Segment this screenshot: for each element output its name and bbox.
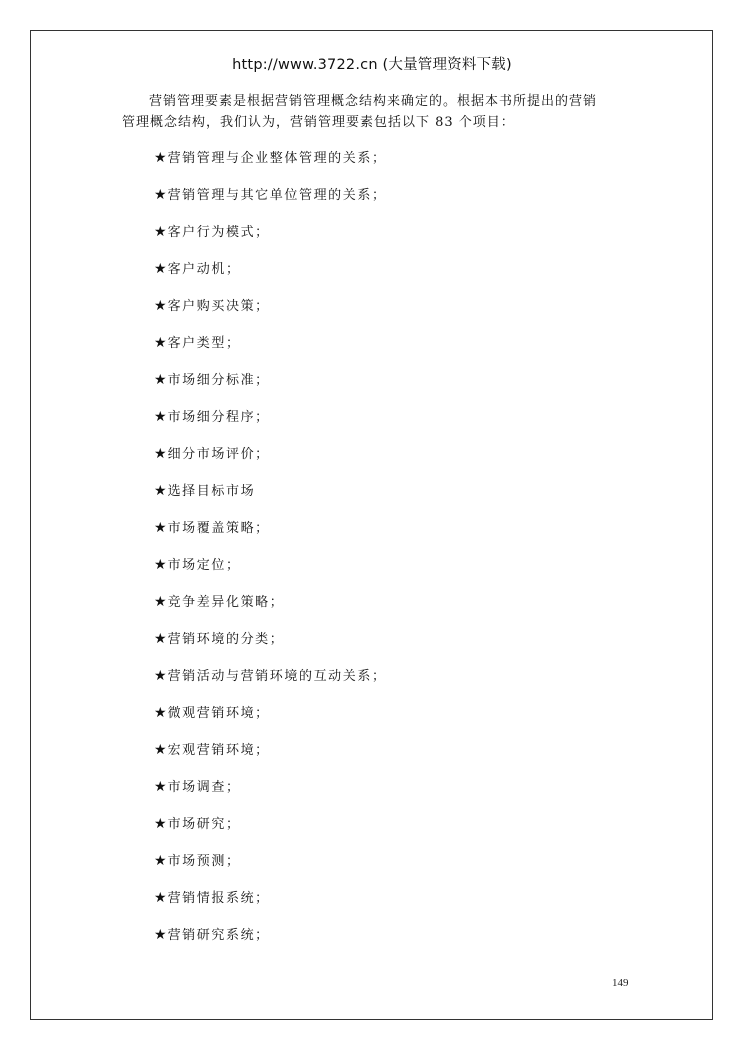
intro-line-2: 管理概念结构，我们认为，营销管理要素包括以下 83 个项目： [122, 115, 515, 130]
black-star-icon: ★ [154, 816, 167, 832]
list-item-text: 营销研究系统； [167, 928, 270, 943]
element-list [154, 147, 387, 961]
list-item [154, 554, 387, 591]
list-item [154, 258, 387, 295]
black-star-icon: ★ [154, 372, 167, 388]
list-item-text: 客户行为模式； [167, 225, 270, 240]
black-star-icon: ★ [154, 742, 167, 758]
black-star-icon: ★ [154, 890, 167, 906]
list-item [154, 184, 387, 221]
list-item [154, 887, 387, 924]
black-star-icon: ★ [154, 261, 167, 277]
black-star-icon: ★ [154, 409, 167, 425]
list-item [154, 480, 387, 517]
list-item-text: 微观营销环境； [167, 706, 270, 721]
list-item-text: 营销管理与其它单位管理的关系； [167, 188, 387, 203]
list-item [154, 924, 387, 961]
list-item-text: 市场调查； [167, 780, 241, 795]
list-item [154, 591, 387, 628]
black-star-icon: ★ [154, 927, 167, 943]
list-item [154, 850, 387, 887]
list-item [154, 517, 387, 554]
list-item-text: 选择目标市场 [167, 484, 256, 499]
list-item [154, 295, 387, 332]
list-item [154, 332, 387, 369]
list-item [154, 369, 387, 406]
black-star-icon: ★ [154, 520, 167, 536]
list-item [154, 443, 387, 480]
list-item [154, 406, 387, 443]
intro-paragraph [122, 91, 642, 133]
list-item [154, 813, 387, 850]
list-item [154, 628, 387, 665]
intro-line-1: 营销管理要素是根据营销管理概念结构来确定的。根据本书所提出的营销 [149, 94, 598, 109]
black-star-icon: ★ [154, 705, 167, 721]
black-star-icon: ★ [154, 150, 167, 166]
black-star-icon: ★ [154, 631, 167, 647]
list-item-text: 市场定位； [167, 558, 241, 573]
header-url: http://www.3722.cn (大量管理资料下载) [232, 57, 512, 73]
list-item-text: 客户购买决策； [167, 299, 270, 314]
black-star-icon: ★ [154, 298, 167, 314]
list-item-text: 市场覆盖策略； [167, 521, 270, 536]
list-item-text: 营销环境的分类； [167, 632, 285, 647]
list-item-text: 营销管理与企业整体管理的关系； [167, 151, 387, 166]
list-item-text: 市场研究； [167, 817, 241, 832]
list-item-text: 竞争差异化策略； [167, 595, 285, 610]
black-star-icon: ★ [154, 224, 167, 240]
list-item [154, 776, 387, 813]
list-item [154, 739, 387, 776]
list-item [154, 221, 387, 258]
black-star-icon: ★ [154, 483, 167, 499]
list-item-text: 市场细分标准； [167, 373, 270, 388]
black-star-icon: ★ [154, 668, 167, 684]
list-item [154, 665, 387, 702]
list-item [154, 147, 387, 184]
list-item-text: 市场预测； [167, 854, 241, 869]
list-item-text: 营销活动与营销环境的互动关系； [167, 669, 387, 684]
black-star-icon: ★ [154, 335, 167, 351]
list-item-text: 客户动机； [167, 262, 241, 277]
list-item-text: 客户类型； [167, 336, 241, 351]
list-item-text: 营销情报系统； [167, 891, 270, 906]
black-star-icon: ★ [154, 446, 167, 462]
list-item-text: 细分市场评价； [167, 447, 270, 462]
list-item-text: 宏观营销环境； [167, 743, 270, 758]
black-star-icon: ★ [154, 853, 167, 869]
list-item-text: 市场细分程序； [167, 410, 270, 425]
black-star-icon: ★ [154, 779, 167, 795]
black-star-icon: ★ [154, 187, 167, 203]
black-star-icon: ★ [154, 594, 167, 610]
list-item [154, 702, 387, 739]
page-number: 149 [612, 977, 629, 989]
black-star-icon: ★ [154, 557, 167, 573]
